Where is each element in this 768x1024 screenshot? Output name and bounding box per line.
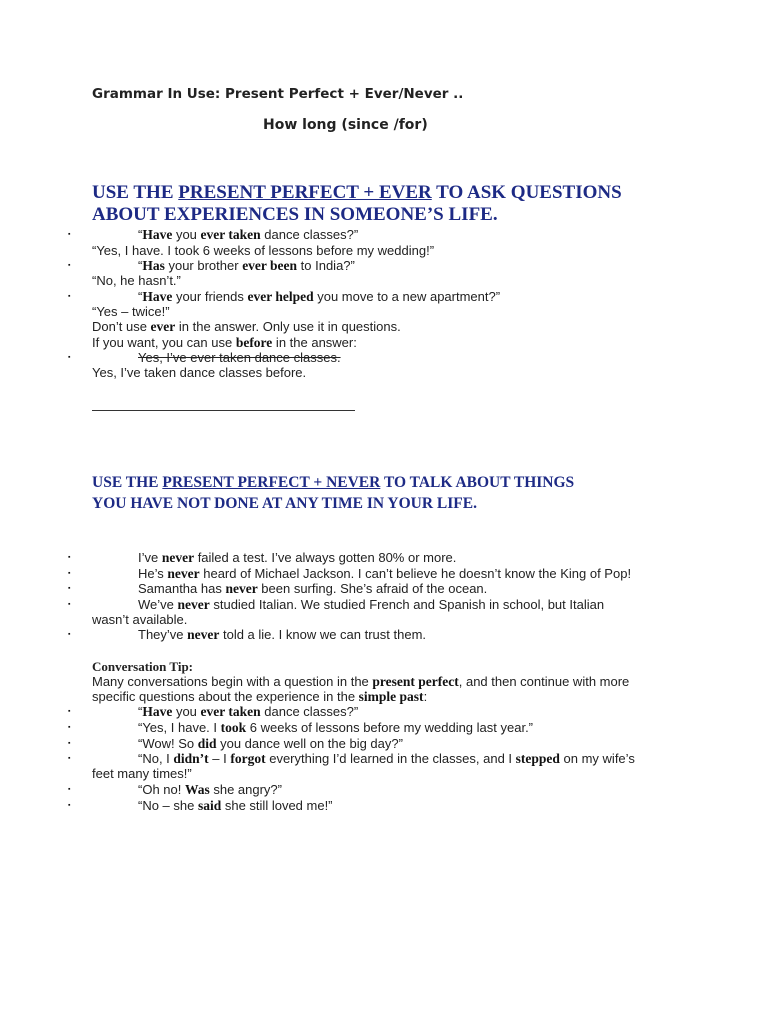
conversation-line-1: “Have you ever taken dance classes?”: [138, 704, 359, 719]
tip-paragraph-line-1: Many conversations begin with a question in the present perfect, and then continue with more: [92, 674, 630, 689]
bullet-icon: ▪: [68, 724, 71, 731]
section2-heading: USE THE PRESENT PERFECT + NEVER TO TALK ABOUT THINGS YOU HAVE NOT DONE AT ANY TIME IN YOUR LIFE.: [92, 474, 575, 512]
conversation-line-4: “No, I didn’t – I forgot everything I’d learned in the classes, and I stepped on my wife’s: [138, 751, 635, 766]
bullet-icon: ▪: [68, 786, 71, 793]
bullet-icon: ▪: [68, 554, 71, 561]
bullet-icon: ▪: [68, 755, 71, 762]
usage-note-2: If you want, you can use before in the answer:: [92, 335, 357, 350]
never-example-1: I’ve never failed a test. I’ve always gotten 80% or more.: [138, 550, 457, 565]
conversation-line-3: “Wow! So did you dance well on the big day?”: [138, 736, 403, 751]
bullet-icon: ▪: [68, 631, 71, 638]
example-answer-1: “Yes, I have. I took 6 weeks of lessons before my wedding!”: [92, 243, 435, 258]
never-example-2: He’s never heard of Michael Jackson. I can’t believe he doesn’t know the King of Pop!: [138, 566, 632, 581]
tip-paragraph-line-2: specific questions about the experience in the simple past:: [92, 689, 428, 704]
conversation-line-6: “No – she said she still loved me!”: [138, 798, 333, 813]
usage-note-1: Don’t use ever in the answer. Only use it in questions.: [92, 319, 401, 334]
document-subtitle: How long (since /for): [263, 117, 428, 133]
example-answer-3: “Yes – twice!”: [92, 304, 170, 319]
bullet-icon: ▪: [68, 262, 71, 269]
never-example-4: We’ve never studied Italian. We studied French and Spanish in school, but Italian: [138, 597, 605, 612]
bullet-icon: ▪: [68, 740, 71, 747]
bullet-icon: ▪: [68, 231, 71, 238]
conversation-line-2: “Yes, I have. I took 6 weeks of lessons before my wedding last year.”: [138, 720, 534, 735]
bullet-icon: ▪: [68, 802, 71, 809]
conversation-line-4-continued: feet many times!”: [92, 766, 192, 781]
example-question-2: “Has your brother ever been to India?”: [138, 258, 355, 273]
bullet-icon: ▪: [68, 293, 71, 300]
conversation-tip-label: Conversation Tip:: [92, 659, 194, 674]
correct-example: Yes, I’ve taken dance classes before.: [92, 365, 307, 380]
horizontal-rule: [92, 410, 355, 411]
example-question-3: “Have your friends ever helped you move to a new apartment?”: [138, 289, 501, 304]
example-answer-2: “No, he hasn’t.”: [92, 273, 181, 288]
section1-heading: USE THE PRESENT PERFECT + EVER TO ASK QUESTIONS ABOUT EXPERIENCES IN SOMEONE’S LIFE.: [92, 182, 622, 225]
never-example-3: Samantha has never been surfing. She’s afraid of the ocean.: [138, 581, 488, 596]
incorrect-example: Yes, I’ve ever taken dance classes.: [138, 350, 341, 365]
conversation-line-5: “Oh no! Was she angry?”: [138, 782, 282, 797]
bullet-icon: ▪: [68, 601, 71, 608]
never-example-5: They’ve never told a lie. I know we can trust them.: [138, 627, 427, 642]
bullet-icon: ▪: [68, 570, 71, 577]
bullet-icon: ▪: [68, 708, 71, 715]
example-question-1: “Have you ever taken dance classes?”: [138, 227, 359, 242]
bullet-icon: ▪: [68, 585, 71, 592]
document-title: Grammar In Use: Present Perfect + Ever/Never ..: [92, 86, 464, 102]
never-example-4-continued: wasn’t available.: [92, 612, 188, 627]
bullet-icon: ▪: [68, 354, 71, 361]
